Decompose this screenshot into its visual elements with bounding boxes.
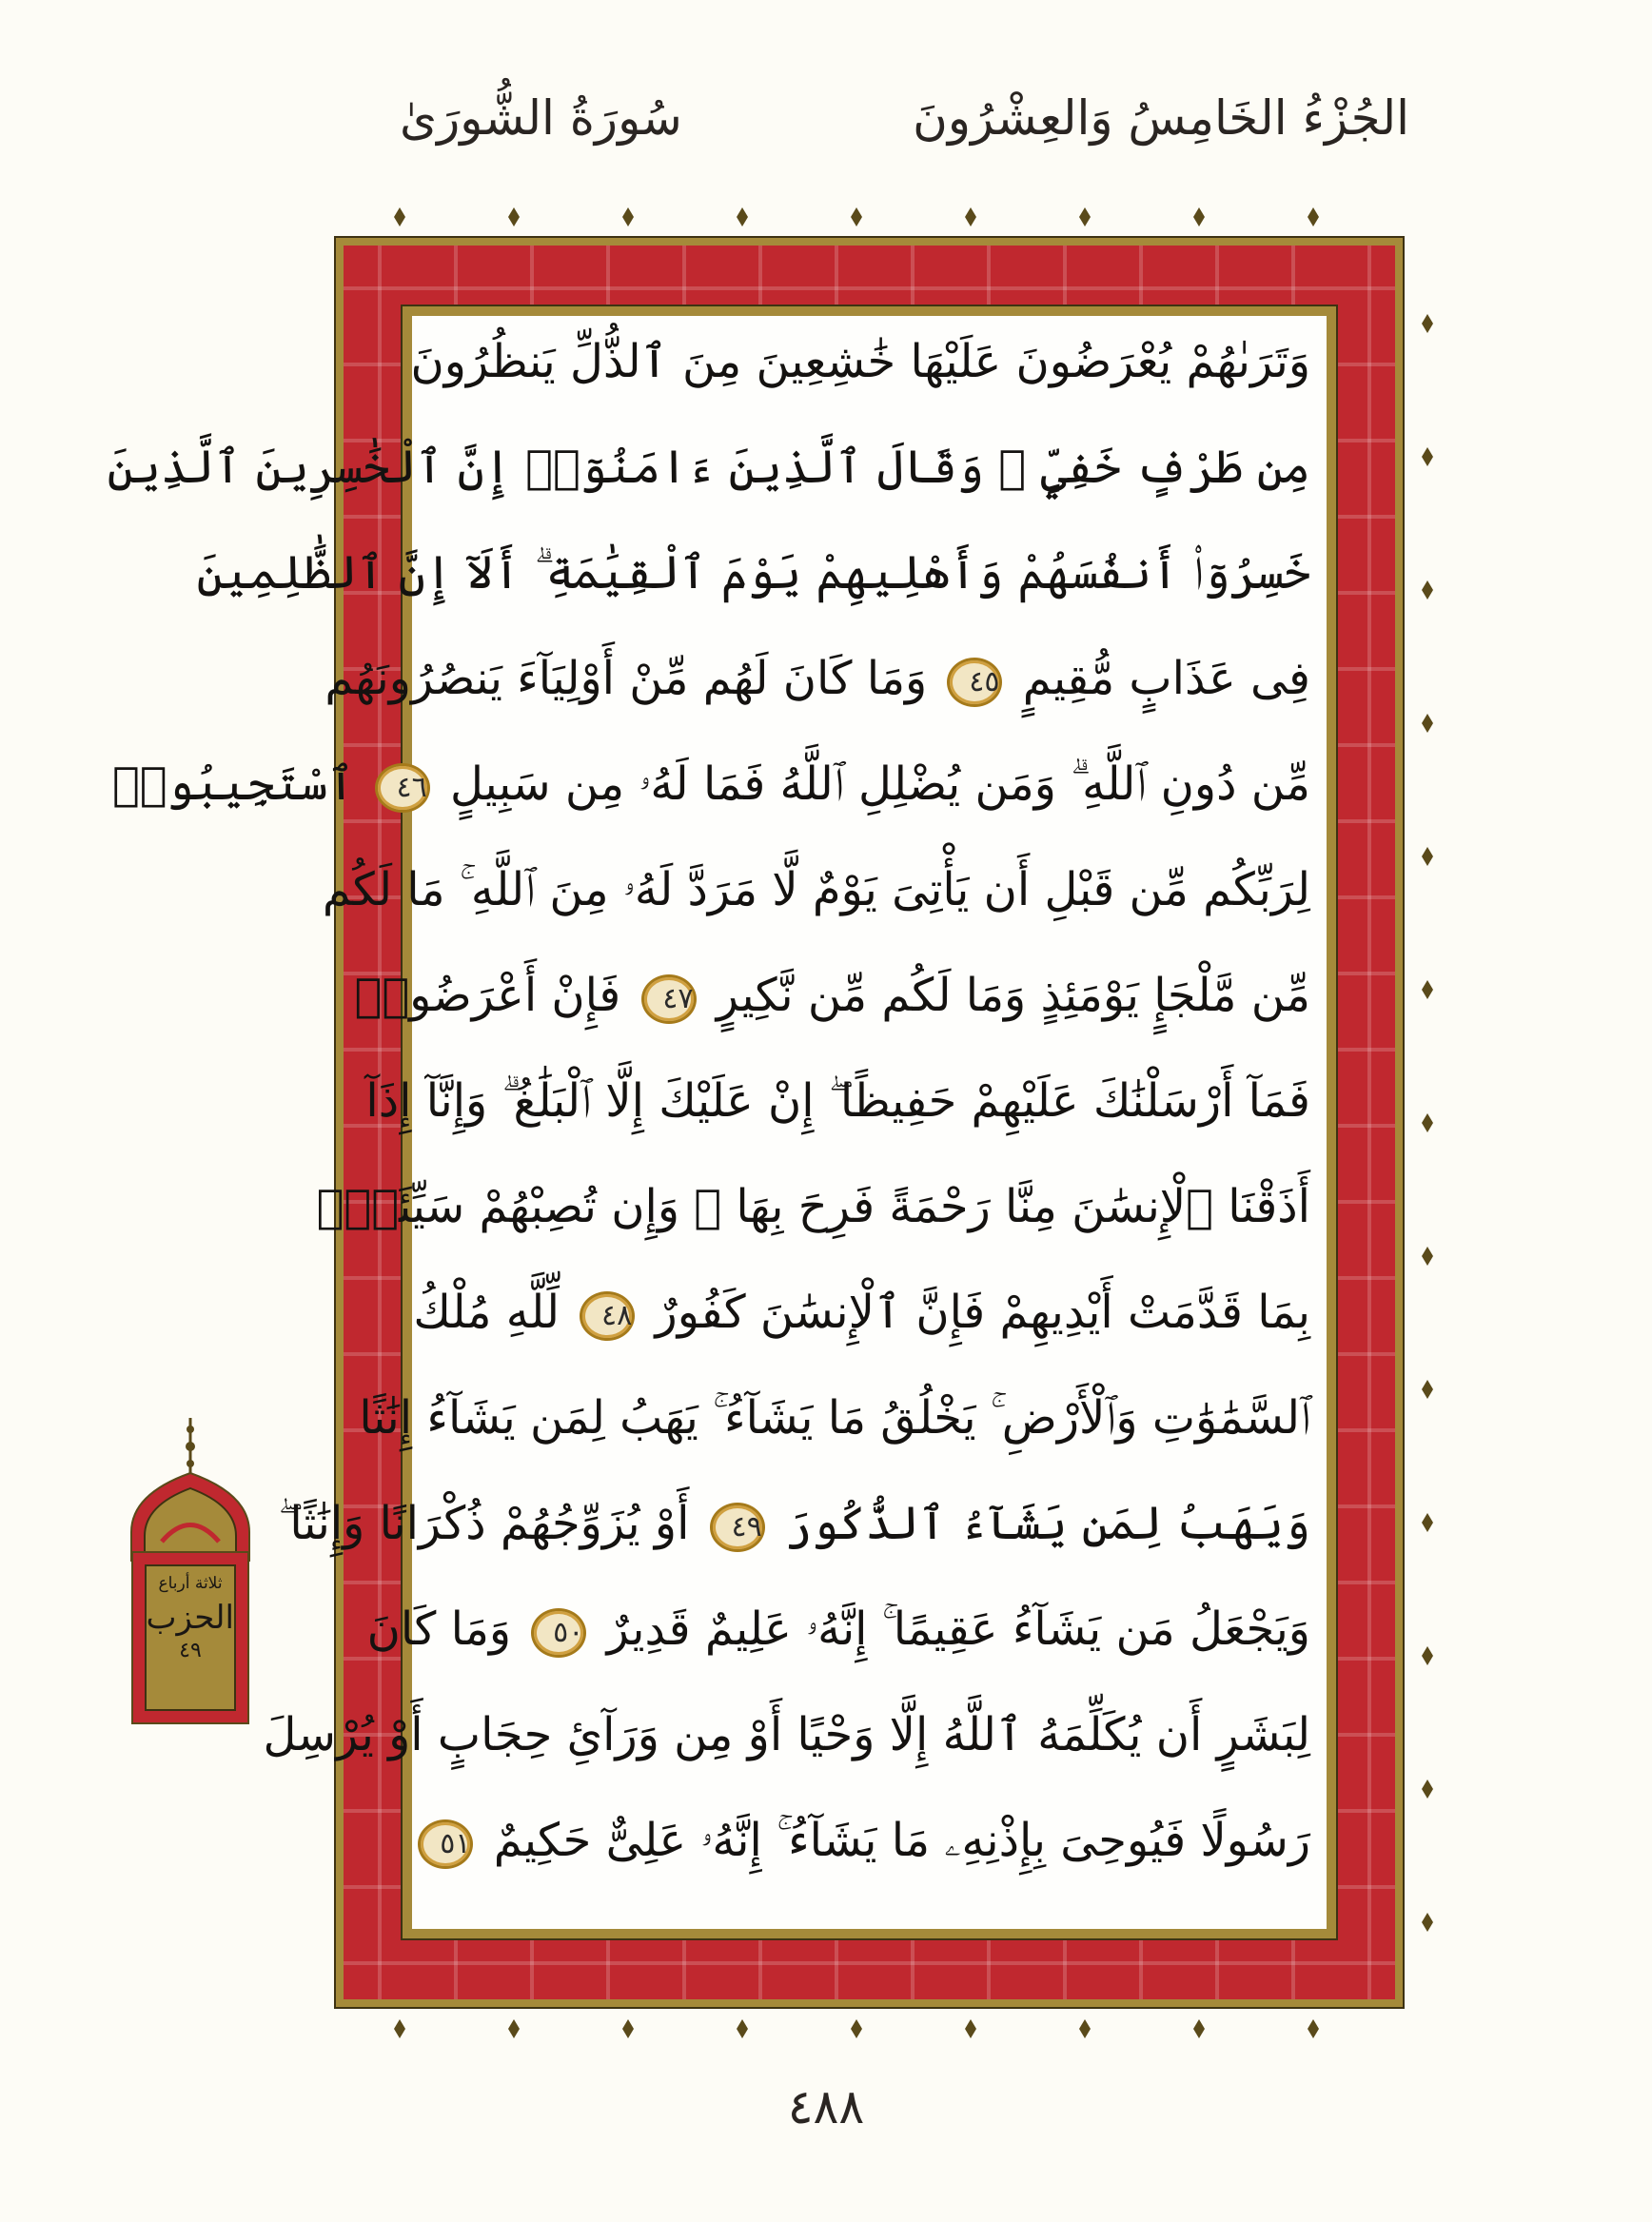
fleuron-icon — [1308, 207, 1319, 226]
fleuron-icon — [394, 207, 405, 226]
verse-line — [354, 967, 1310, 1030]
verse-line — [278, 1495, 1310, 1558]
fleuron-icon — [1422, 1646, 1433, 1665]
fleuron-icon — [851, 207, 862, 226]
verse-text: مِن طَرْفٍ خَفِيٍّ ۗ وَقَالَ ٱلَّذِينَ ءَامَنُوٓا۟ إِنَّ ٱلْخَٰسِرِينَ ٱلَّذِينَ — [107, 441, 1310, 494]
ayah-number-marker: ٥٠ — [531, 1608, 586, 1658]
ayah-number-marker: ٤٩ — [710, 1503, 765, 1552]
verse-text: خَسِرُوٓا۟ أَنفُسَهُمْ وَأَهْلِيهِمْ يَوْمَ ٱلْقِيَٰمَةِ ۗ أَلَآ إِنَّ ٱلظَّٰلِمِينَ — [196, 546, 1310, 600]
verse-line — [410, 333, 1310, 396]
verse-text: أَذَقْنَا ٱلْإِنسَٰنَ مِنَّا رَحْمَةً فَرِحَ بِهَا ۖ وَإِن تُصِبْهُمْ سَيِّئَةٌۢ — [316, 1180, 1310, 1233]
verse-text: بِمَا قَدَّمَتْ أَيْدِيهِمْ فَإِنَّ ٱلْإِنسَٰنَ كَفُورٌ — [655, 1286, 1310, 1339]
ayah-number-marker: ٤٦ — [375, 763, 430, 813]
verse-text: وَيَهَبُ لِمَن يَشَآءُ ٱلذُّكُورَ — [784, 1497, 1310, 1550]
fleuron-icon — [1422, 1913, 1433, 1932]
fleuron-icon — [1422, 580, 1433, 600]
fleuron-icon — [1422, 1380, 1433, 1399]
verse-line — [428, 1812, 1310, 1875]
verse-line — [413, 1284, 1310, 1347]
verse-text: لِّلَّهِ مُلْكُ — [413, 1286, 560, 1339]
ayah-number-marker: ٤٧ — [641, 974, 697, 1024]
verse-text: لِبَشَرٍ أَن يُكَلِّمَهُ ٱللَّهُ إِلَّا وَحْيًا أَوْ مِن وَرَآئِ حِجَابٍ أَوْ يُرْسِلَ — [263, 1708, 1310, 1761]
hizb-box — [131, 1551, 249, 1724]
verse-text: ٱلسَّمَٰوَٰتِ وَٱلْأَرْضِ ۚ يَخْلُقُ مَا يَشَآءُ ۚ يَهَبُ لِمَن يَشَآءُ إِنَٰثًا — [359, 1391, 1310, 1445]
verse-text: مِّن دُونِ ٱللَّهِ ۗ وَمَن يُضْلِلِ ٱللَّهُ فَمَا لَهُۥ مِن سَبِيلٍ — [450, 757, 1310, 811]
verse-line — [107, 439, 1310, 501]
hizb-quarter-label: ثلاثة أرباع — [158, 1574, 223, 1593]
fleuron-icon — [1422, 847, 1433, 866]
verse-line — [366, 1601, 1310, 1663]
fleuron-icon — [965, 207, 976, 226]
fleuron-icon — [508, 207, 520, 226]
verse-text: وَمَا كَانَ — [366, 1603, 512, 1656]
fleuron-icon — [1422, 1780, 1433, 1799]
verse-text: وَيَجْعَلُ مَن يَشَآءُ عَقِيمًا ۚ إِنَّهُۥ عَلِيمٌ قَدِيرٌ — [606, 1603, 1310, 1656]
verse-text: ٱسْتَجِيبُوا۟ — [112, 757, 355, 811]
page-number: ٤٨٨ — [787, 2079, 865, 2134]
hizb-number: ٤٩ — [179, 1639, 202, 1662]
ayah-number-marker: ٤٨ — [580, 1291, 635, 1341]
verse-line — [324, 650, 1310, 713]
fleuron-icon — [1422, 1513, 1433, 1532]
fleuron-icon — [851, 2019, 862, 2038]
verse-text: فَمَآ أَرْسَلْنَٰكَ عَلَيْهِمْ حَفِيظًا ۖ إِنْ عَلَيْكَ إِلَّا ٱلْبَلَٰغُ ۗ وَإِنَّآ إِذَآ — [365, 1074, 1310, 1128]
fleuron-icon — [1079, 207, 1091, 226]
fleuron-icon — [1193, 2019, 1205, 2038]
fleuron-icon — [1422, 314, 1433, 333]
fleuron-icon — [622, 2019, 634, 2038]
verse-text: وَتَرَىٰهُمْ يُعْرَضُونَ عَلَيْهَا خَٰشِعِينَ مِنَ ٱلذُّلِّ يَنظُرُونَ — [410, 335, 1310, 388]
verse-text: لِرَبِّكُم مِّن قَبْلِ أَن يَأْتِىَ يَوْمٌ لَّا مَرَدَّ لَهُۥ مِنَ ٱللَّهِ ۚ مَا لَكُم — [322, 863, 1310, 916]
verse-text: وَمَا كَانَ لَهُم مِّنْ أَوْلِيَآءَ يَنصُرُونَهُم — [324, 652, 928, 705]
verse-line — [196, 544, 1310, 607]
fleuron-icon — [737, 2019, 748, 2038]
verse-line — [365, 1072, 1310, 1135]
fleuron-icon — [622, 207, 634, 226]
fleuron-icon — [508, 2019, 520, 2038]
ayah-number-marker: ٥١ — [418, 1819, 473, 1869]
ayah-number-marker: ٤٥ — [947, 658, 1002, 707]
verse-text: فِى عَذَابٍ مُّقِيمٍ — [1022, 652, 1310, 705]
fleuron-icon — [1422, 714, 1433, 733]
fleuron-icon — [1079, 2019, 1091, 2038]
hizb-label: الحزب — [146, 1599, 234, 1637]
fleuron-icon — [1422, 447, 1433, 466]
verse-line — [322, 861, 1310, 924]
fleuron-icon — [1193, 207, 1205, 226]
hizb-marker — [124, 1418, 257, 1732]
fleuron-icon — [394, 2019, 405, 2038]
verse-text: رَسُولًا فَيُوحِىَ بِإِذْنِهِۦ مَا يَشَآءُ ۚ إِنَّهُۥ عَلِىٌّ حَكِيمٌ — [493, 1814, 1310, 1867]
fleuron-icon — [1422, 1247, 1433, 1266]
verse-line — [316, 1178, 1310, 1241]
surah-title: سُورَةُ الشُّورَىٰ — [400, 90, 682, 146]
fleuron-icon — [1308, 2019, 1319, 2038]
verse-line — [263, 1706, 1310, 1769]
fleuron-icon — [1422, 980, 1433, 999]
fleuron-icon — [1422, 1113, 1433, 1132]
verse-line — [112, 756, 1310, 818]
verse-line — [359, 1389, 1310, 1452]
fleuron-icon — [965, 2019, 976, 2038]
hizb-finial-icon — [124, 1418, 257, 1561]
fleuron-icon — [737, 207, 748, 226]
verse-text: أَوْ يُزَوِّجُهُمْ ذُكْرَانًا وَإِنَٰثًا ۖ — [278, 1497, 690, 1550]
verse-text: فَإِنْ أَعْرَضُوا۟ — [354, 969, 621, 1022]
verse-text: مِّن مَّلْجَإٍ يَوْمَئِذٍ وَمَا لَكُم مِّن نَّكِيرٍ — [716, 969, 1310, 1022]
juz-title: الجُزْءُ الخَامِسُ وَالعِشْرُونَ — [913, 90, 1409, 146]
